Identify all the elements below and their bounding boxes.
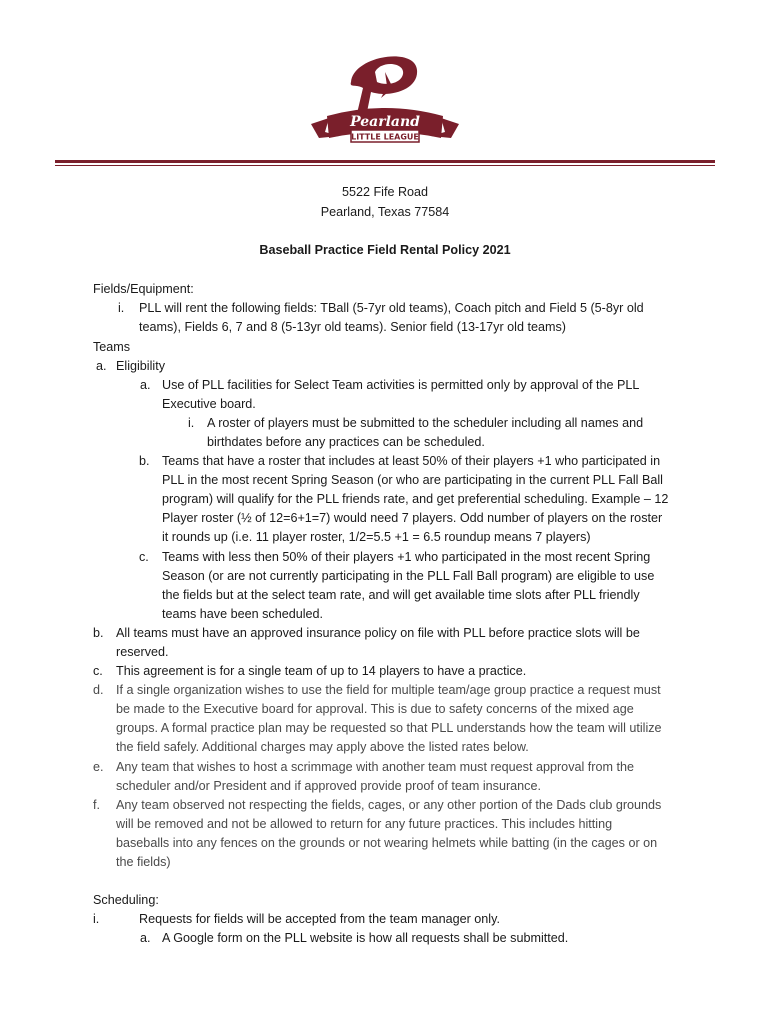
- teams-ab-marker: b.: [139, 454, 150, 468]
- teams-aa-marker: a.: [140, 378, 151, 392]
- teams-ab-line-1: Teams that have a roster that includes at least 50% of their players +1 who participated in: [162, 454, 661, 468]
- teams-d-line-1: If a single organization wishes to use the field for multiple team/age group practice a request must: [116, 683, 661, 697]
- teams-ac-line-4: teams have been scheduled.: [162, 607, 324, 621]
- fields-i-line-1: PLL will rent the following fields: TBall (5-7yr old teams), Coach pitch and Field 5 (5-8yr old: [139, 301, 644, 315]
- teams-d-marker: d.: [93, 683, 104, 697]
- teams-f-line-4: the fields): [116, 855, 171, 869]
- scheduling-heading: Scheduling:: [93, 893, 159, 907]
- teams-ab-line-5: it rounds up (i.e. 11 player roster, 1/2=5.5 +1 = 6.5 roundup means 7 players): [162, 530, 591, 544]
- teams-ac-line-2: Season (or are not currently participating in the PLL Fall Ball program) are eligible to use: [162, 569, 655, 583]
- scheduling-i-marker: i.: [93, 912, 100, 926]
- address-line-1: 5522 Fife Road: [341, 185, 429, 199]
- teams-f-line-1: Any team observed not respecting the fields, cages, or any other portion of the Dads club grounds: [116, 798, 662, 812]
- fields-i-marker: i.: [118, 301, 125, 315]
- teams-aa-line-2: Executive board.: [162, 397, 256, 411]
- teams-ab-line-4: Player roster (½ of 12=6+1=7) would need 7 players. Odd number of players on the roster: [162, 511, 663, 525]
- teams-b-marker: b.: [93, 626, 104, 640]
- teams-f-line-2: will be removed and not be allowed to return for any future practices. This includes hitting: [116, 817, 613, 831]
- teams-ac-line-1: Teams with less then 50% of their players +1 who participated in the most recent Spring: [162, 550, 651, 564]
- teams-ab-line-2: PLL in the most recent Spring Season (or who are participating in the current PLL Fall Ball: [162, 473, 663, 487]
- teams-b-line-2: reserved.: [116, 645, 169, 659]
- teams-e-line-1: Any team that wishes to host a scrimmage with another team must request approval from the: [116, 760, 634, 774]
- teams-aai-line-2: birthdates before any practices can be scheduled.: [207, 435, 485, 449]
- teams-c-line-1: This agreement is for a single team of up to 14 players to have a practice.: [116, 664, 527, 678]
- teams-f-line-3: baseballs into any fences on the grounds or not wearing helmets while batting (in the cages or on: [116, 836, 658, 850]
- teams-d-line-2: be made to the Executive board for approval. This is due to safety concerns of the mixed age: [116, 702, 634, 716]
- teams-ac-marker: c.: [139, 550, 149, 564]
- teams-heading: Teams: [93, 340, 131, 354]
- header-rule-thin: [55, 165, 715, 166]
- scheduling-i-line: Requests for fields will be accepted from the team manager only.: [139, 912, 500, 926]
- logo-banner-text: Pearland: [350, 114, 420, 130]
- logo-sub-text: LITTLE LEAGUE: [351, 132, 419, 142]
- document-title: Baseball Practice Field Rental Policy 2021: [259, 243, 511, 257]
- teams-ab-line-3: program) will qualify for the PLL friends rate, and get preferential scheduling. Example – 12: [162, 492, 669, 506]
- fields-i-line-2: teams), Fields 6, 7 and 8 (5-13yr old teams). Senior field (13-17yr old teams): [139, 320, 566, 334]
- teams-aai-marker: i.: [188, 416, 195, 430]
- teams-b-line-1: All teams must have an approved insurance policy on file with PLL before practice slots will be: [116, 626, 640, 640]
- pearland-little-league-logo: [305, 42, 465, 154]
- header-rule-thick: [55, 160, 715, 163]
- teams-e-line-2: scheduler and/or President and if approved provide proof of team insurance.: [116, 779, 541, 793]
- address-line-2: Pearland, Texas 77584: [320, 205, 450, 219]
- teams-d-line-3: groups. A formal practice plan may be requested so that PLL understands how the team will utilize: [116, 721, 662, 735]
- scheduling-ia-marker: a.: [140, 931, 151, 945]
- teams-f-marker: f.: [93, 798, 100, 812]
- teams-d-line-4: the field safely. Additional charges may apply above the listed rates below.: [116, 740, 529, 754]
- teams-e-marker: e.: [93, 760, 104, 774]
- teams-c-marker: c.: [93, 664, 103, 678]
- teams-a-label: Eligibility: [116, 359, 165, 373]
- fields-heading: Fields/Equipment:: [93, 282, 194, 296]
- scheduling-ia-line: A Google form on the PLL website is how all requests shall be submitted.: [162, 931, 569, 945]
- teams-a-marker: a.: [96, 359, 107, 373]
- teams-aa-line-1: Use of PLL facilities for Select Team activities is permitted only by approval of the PLL: [162, 378, 640, 392]
- teams-aai-line-1: A roster of players must be submitted to the scheduler including all names and: [207, 416, 644, 430]
- teams-ac-line-3: the fields but at the select team rate, and will get available time slots after PLL friendly: [162, 588, 640, 602]
